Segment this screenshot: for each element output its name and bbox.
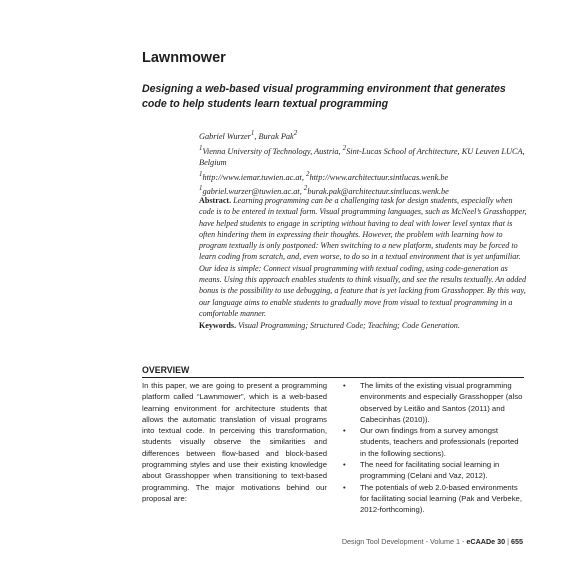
paper-title: Lawnmower: [142, 50, 226, 66]
affiliation-1: Vienna University of Technology, Austria,: [202, 146, 343, 156]
keywords-label: Keywords.: [199, 321, 237, 330]
email-sup-2: 2: [303, 185, 308, 193]
page-number: 655: [511, 537, 523, 546]
list-item: [343, 380, 523, 425]
url-1: http://www.iemar.tuwien.ac.at,: [202, 172, 307, 182]
email-sup-1: 1: [199, 185, 203, 193]
list-item: [343, 425, 523, 459]
paper-subtitle: Designing a web-based visual programming environment that generates code to help students learn textual programming: [142, 83, 506, 110]
bullet-icon: •: [343, 426, 346, 436]
list-item: [343, 459, 523, 482]
bullet-icon: •: [343, 482, 346, 492]
author-affiliations: [199, 143, 529, 169]
keywords-text: Visual Programming; Structured Code; Teaching; Code Generation.: [236, 321, 460, 330]
motivation-list: [343, 380, 523, 516]
abstract: [199, 195, 529, 319]
page-footer: [342, 537, 523, 546]
section-heading-overview: OVERVIEW: [142, 365, 190, 375]
affiliation-sup-1: 1: [199, 144, 203, 152]
list-item: [343, 482, 523, 516]
affiliation-2: Sint-Lucas School of Architecture, KU Leuven LUCA, Belgium: [199, 146, 525, 168]
section-divider: [142, 377, 524, 378]
footer-section: Design Tool Development - Volume 1 -: [341, 537, 467, 546]
author-urls: [199, 169, 529, 184]
author-name-1: Gabriel Wurzer: [199, 131, 251, 141]
bullet-icon: •: [343, 381, 346, 390]
url-sup-1: 1: [199, 170, 203, 178]
author-sup-2: 2: [293, 130, 298, 137]
author-name-2: Burak Pak: [258, 131, 294, 141]
author-names: [199, 128, 529, 143]
footer-separator: |: [505, 537, 511, 546]
author-separator: ,: [254, 131, 259, 141]
list-item-text: The potentials of web 2.0-based environments for facilitating social learning (Pak and Verbeke, 2012-forthcoming).: [360, 482, 522, 515]
overview-paragraph: In this paper, we are going to present a programming platform called “Lawnmower”, which is a web-based learning environment for architecture students that allows the automatic translation of visual programs into textual code. In perceiving this transformation, students visually observe the similarities and differences between flow-based and block-based programming styles and use their existing knowledge about Grasshopper when transitioning to text-based programming. The major motivations behind our proposal are:: [142, 381, 327, 503]
affiliation-sup-2: 2: [342, 144, 347, 152]
list-item-text: Our own findings from a survey amongst students, teachers and professionals (reported in the following sections).: [360, 426, 519, 458]
abstract-text: Learning programming can be a challenging task for design students, especially when code is to be entered in textual form. Visual programming languages, such as McNeel’s Grasshopper, have helped students to engage in scripting without having to deal with lower level syntax that is often hindering them in expressing their thoughts. However, the problem with learning how to program textually is only postponed: When switching to a new platform, students may be forced to learn coding from scratch, and, even worse, to do so in a textual environment that is yet unfamiliar. Our idea is simple: Connect visual programming with textual coding, using code-generation as means. Using this approach enables students to think visually, and see the results textually. An added bonus is the possibility to use debugging, a feature that is yet lacking from Grasshopper. By this way, our language aims to enable students to gradually move from visual to textual programming in a comfortable manner.: [199, 196, 527, 318]
email-1: gabriel.wurzer@tuwien.ac.at,: [202, 187, 304, 197]
email-2: burak.pak@architectuur.sintlucas.wenk.be: [307, 187, 449, 197]
url-sup-2: 2: [306, 170, 310, 178]
footer-conference: eCAADe 30: [466, 537, 506, 546]
abstract-label: Abstract.: [199, 196, 232, 205]
bullet-icon: •: [343, 460, 346, 470]
author-block: [199, 128, 529, 198]
author-sup-1: 1: [250, 130, 255, 137]
list-item-text: The need for facilitating social learning in programming (Celani and Vaz, 2012).: [360, 460, 500, 481]
keywords: [199, 320, 529, 331]
list-item-text: The limits of the existing visual programming environments and especially Grasshopper (also observed by Leitão and Santos (2011) and Cabecinhas (2010)).: [360, 381, 523, 424]
url-2: http://www.architectuur.sintlucas.wenk.be: [309, 172, 449, 182]
